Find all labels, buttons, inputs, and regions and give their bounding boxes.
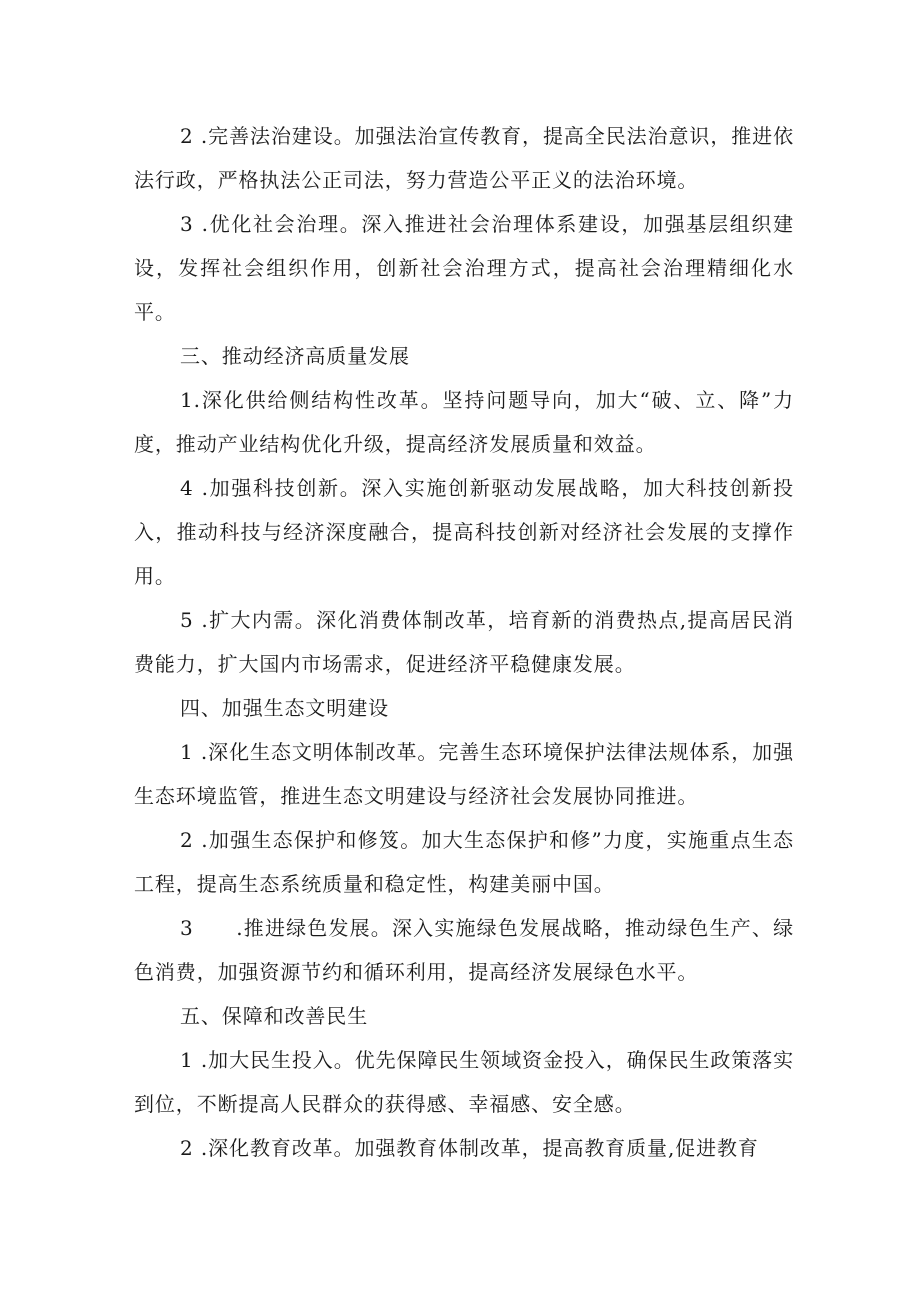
paragraph-livelihood-investment: 1 .加大民生投入。优先保障民生领域资金投入，确保民生政策落实到位，不断提高人民群众的获得感、幸福感、安全感。 xyxy=(134,1048,794,1116)
paragraph-social-governance: 3 .优化社会治理。深入推进社会治理体系建设，加强基层组织建设，发挥社会组织作用，创新社会治理方式，提高社会治理精细化水平。 xyxy=(134,212,794,324)
paragraph-tech-innovation: 4 .加强科技创新。深入实施创新驱动发展战略，加大科技创新投入，推动科技与经济深度融合，提高科技创新对经济社会发展的支撑作用。 xyxy=(134,476,794,588)
section-heading-ecology: 四、加强生态文明建设 xyxy=(180,696,389,720)
section-heading-livelihood: 五、保障和改善民生 xyxy=(180,1004,369,1028)
paragraph-legal-construction: 2 .完善法治建设。加强法治宣传教育，提高全民法治意识，推进依法行政，严格执法公正司法，努力营造公平正义的法治环境。 xyxy=(134,124,794,192)
paragraph-supply-side-reform: 1.深化供给侧结构性改革。坚持问题导向，加大“破、立、降”力度，推动产业结构优化升级，提高经济发展质量和效益。 xyxy=(134,388,794,456)
paragraph-education-reform: 2 .深化教育改革。加强教育体制改革，提高教育质量,促进教育 xyxy=(180,1136,759,1160)
paragraph-ecological-reform: 1 .深化生态文明体制改革。完善生态环境保护法律法规体系，加强生态环境监管，推进生态文明建设与经济社会发展协同推进。 xyxy=(134,740,794,808)
paragraph-domestic-demand: 5 .扩大内需。深化消费体制改革，培育新的消费热点,提高居民消费能力，扩大国内市场需求，促进经济平稳健康发展。 xyxy=(134,608,794,676)
paragraph-ecological-protection: 2 .加强生态保护和修笈。加大生态保护和修”力度，实施重点生态工程，提高生态系统质量和稳定性，构建美丽中国。 xyxy=(134,828,794,896)
section-heading-economy: 三、推动经济高质量发展 xyxy=(180,344,410,368)
paragraph-green-development: 3 .推进绿色发展。深入实施绿色发展战略，推动绿色生产、绿色消费，加强资源节约和循环利用，提高经济发展绿色水平。 xyxy=(134,916,794,984)
